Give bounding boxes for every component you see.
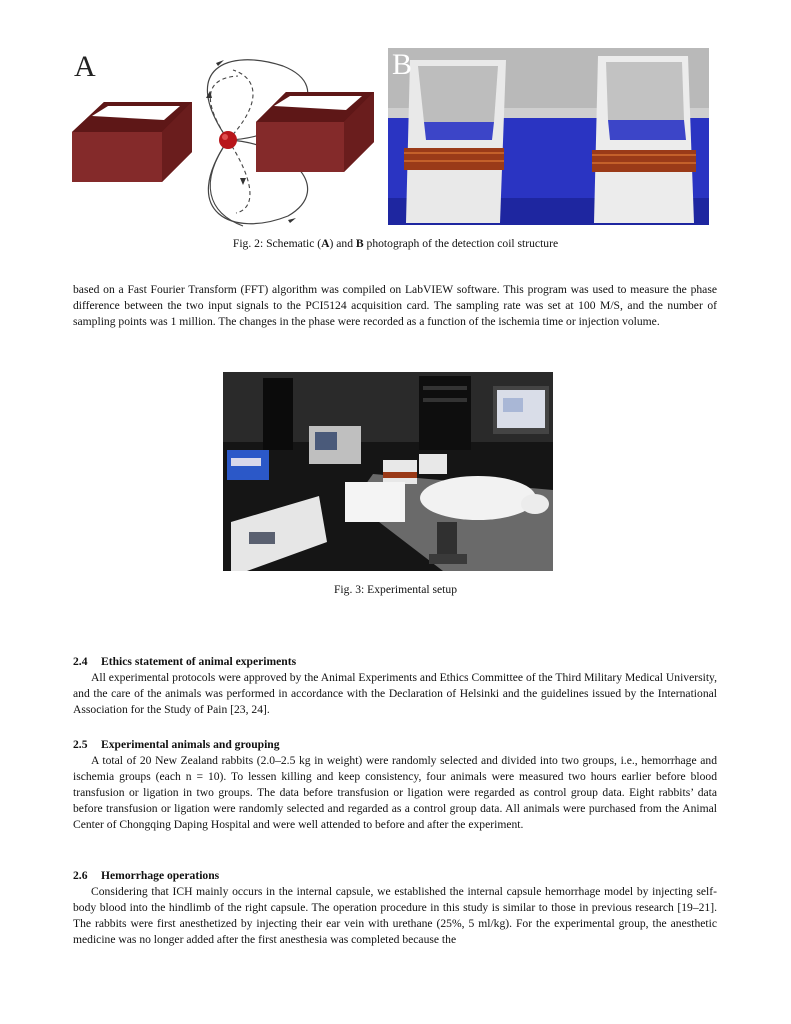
panel-b-label: B <box>392 48 413 81</box>
section-2-4-heading: 2.4 Ethics statement of animal experiments <box>73 655 297 668</box>
panel-a-label: A <box>74 50 96 83</box>
intro-paragraph: based on a Fast Fourier Transform (FFT) algorithm was compiled on LabVIEW software. This program was used to measure the phase difference between the two input signals to the PCI5124 acquisition card. The sampling rate was set at 100 M/S, and the number of sampling points was 1 million. The changes in the phase were recorded as a function of the ischemia time or injection volume. <box>73 283 717 328</box>
coil-schematic <box>68 48 384 233</box>
coil-photo <box>388 48 709 225</box>
figure-2-caption: Fig. 2: Schematic (A) and B photograph of the detection coil structure <box>232 237 559 250</box>
figure-3-photo <box>223 372 553 571</box>
experimental-setup-photo <box>223 372 553 571</box>
section-2-5-heading: 2.5 Experimental animals and grouping <box>73 738 280 751</box>
section-2-6-body: Considering that ICH mainly occurs in the internal capsule, we established the internal capsule hemorrhage model by injecting self-body blood into the hindlimb of the right capsule. The operation procedure in this study is similar to those in previous research [19–21]. The rabbits were first anesthetized by injecting their ear vein with urethane (25%, 5 ml/kg). For the experimental group, the anesthetic medicine was no longer added after the first anesthesia was completed because the <box>73 885 717 946</box>
figure-2-panel-b-photo <box>388 48 709 225</box>
figure-2-panel-a <box>68 48 384 233</box>
section-2-4-body: All experimental protocols were approved by the Animal Experiments and Ethics Committee of the Third Military Medical University, and the care of the animals was performed in accordance with the Declaration of Helsinki and the guidelines issued by the International Association for the Study of Pain [23, 24]. <box>73 671 717 716</box>
figure-3-caption: Fig. 3: Experimental setup <box>333 583 457 596</box>
section-2-5-body: A total of 20 New Zealand rabbits (2.0–2.5 kg in weight) were randomly selected and divided into two groups, i.e., hemorrhage and ischemia groups (each n = 10). To lessen killing and keep consistency, four animals were measured two hours earlier before blood transfusion or ligation in two groups. The data before transfusion or ligation were regarded as control group data. Eight rabbits’ data before transfusion or ligation were randomly selected and regarded as a control group data. All animals were purchased from the Animal Center of Chongqing Daping Hospital and were well attended to before and after the experiment. <box>73 754 717 831</box>
section-2-6-heading: 2.6 Hemorrhage operations <box>73 869 220 882</box>
